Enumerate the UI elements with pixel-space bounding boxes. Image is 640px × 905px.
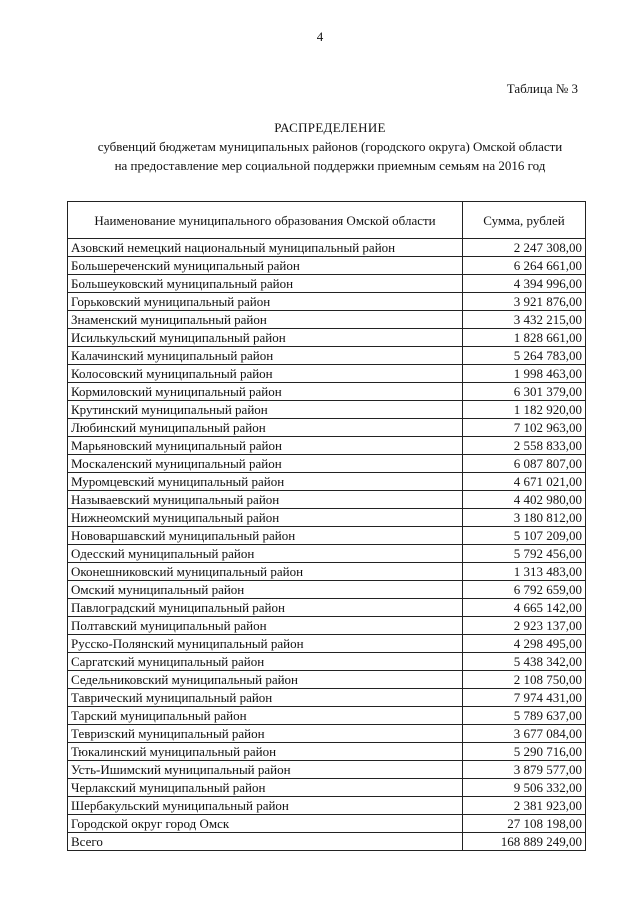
municipality-name-cell: Саргатский муниципальный район <box>68 653 463 671</box>
amount-cell: 4 671 021,00 <box>463 473 586 491</box>
table-row <box>68 293 586 311</box>
amount-cell: 1 998 463,00 <box>463 365 586 383</box>
municipality-name-cell: Омский муниципальный район <box>68 581 463 599</box>
amount-cell: 6 087 807,00 <box>463 455 586 473</box>
amount-cell: 6 792 659,00 <box>463 581 586 599</box>
table-row <box>68 401 586 419</box>
municipality-name-cell: Большереченский муниципальный район <box>68 257 463 275</box>
municipality-name-cell: Тюкалинский муниципальный район <box>68 743 463 761</box>
municipality-name-cell: Марьяновский муниципальный район <box>68 437 463 455</box>
amount-cell: 1 828 661,00 <box>463 329 586 347</box>
municipality-name-cell: Любинский муниципальный район <box>68 419 463 437</box>
municipality-name-cell: Кормиловский муниципальный район <box>68 383 463 401</box>
table-row <box>68 419 586 437</box>
municipality-name-cell: Тарский муниципальный район <box>68 707 463 725</box>
amount-cell: 4 665 142,00 <box>463 599 586 617</box>
amount-cell: 3 879 577,00 <box>463 761 586 779</box>
table-row <box>68 779 586 797</box>
page-number: 4 <box>316 29 324 44</box>
distribution-table <box>67 201 586 851</box>
amount-cell: 3 432 215,00 <box>463 311 586 329</box>
column-header-amount: Сумма, рублей <box>463 202 586 239</box>
municipality-name-cell: Всего <box>68 833 463 851</box>
amount-cell: 9 506 332,00 <box>463 779 586 797</box>
table-row <box>68 581 586 599</box>
table-row <box>68 707 586 725</box>
municipality-name-cell: Городской округ город Омск <box>68 815 463 833</box>
amount-cell: 7 102 963,00 <box>463 419 586 437</box>
document-title-block <box>60 118 600 175</box>
table-row <box>68 347 586 365</box>
table-row <box>68 563 586 581</box>
municipality-name-cell: Исилькульский муниципальный район <box>68 329 463 347</box>
table-row <box>68 383 586 401</box>
table-row <box>68 527 586 545</box>
amount-cell: 5 792 456,00 <box>463 545 586 563</box>
municipality-name-cell: Оконешниковский муниципальный район <box>68 563 463 581</box>
table-row <box>68 797 586 815</box>
table-row <box>68 509 586 527</box>
table-row <box>68 653 586 671</box>
table-row <box>68 599 586 617</box>
municipality-name-cell: Крутинский муниципальный район <box>68 401 463 419</box>
municipality-name-cell: Колосовский муниципальный район <box>68 365 463 383</box>
municipality-name-cell: Нижнеомский муниципальный район <box>68 509 463 527</box>
table-total-row <box>68 833 586 851</box>
table-row <box>68 239 586 257</box>
table-row <box>68 671 586 689</box>
amount-cell: 6 264 661,00 <box>463 257 586 275</box>
column-header-municipality: Наименование муниципального образования Омской области <box>68 202 463 239</box>
municipality-name-cell: Нововаршавский муниципальный район <box>68 527 463 545</box>
amount-cell: 2 558 833,00 <box>463 437 586 455</box>
municipality-name-cell: Муромцевский муниципальный район <box>68 473 463 491</box>
municipality-name-cell: Азовский немецкий национальный муниципальный район <box>68 239 463 257</box>
table-row <box>68 689 586 707</box>
amount-cell: 1 313 483,00 <box>463 563 586 581</box>
document-title: РАСПРЕДЕЛЕНИЕ <box>274 120 386 135</box>
amount-cell: 3 180 812,00 <box>463 509 586 527</box>
document-subtitle-line-2: на предоставление мер социальной поддержки приемным семьям на 2016 год <box>114 158 546 173</box>
table-header-row <box>68 202 586 239</box>
municipality-name-cell: Горьковский муниципальный район <box>68 293 463 311</box>
amount-cell: 2 381 923,00 <box>463 797 586 815</box>
municipality-name-cell: Большеуковский муниципальный район <box>68 275 463 293</box>
amount-cell: 5 107 209,00 <box>463 527 586 545</box>
amount-cell: 4 394 996,00 <box>463 275 586 293</box>
table-row <box>68 635 586 653</box>
amount-cell: 168 889 249,00 <box>463 833 586 851</box>
amount-cell: 7 974 431,00 <box>463 689 586 707</box>
amount-cell: 4 298 495,00 <box>463 635 586 653</box>
amount-cell: 3 921 876,00 <box>463 293 586 311</box>
municipality-name-cell: Полтавский муниципальный район <box>68 617 463 635</box>
amount-cell: 1 182 920,00 <box>463 401 586 419</box>
amount-cell: 5 438 342,00 <box>463 653 586 671</box>
municipality-name-cell: Знаменский муниципальный район <box>68 311 463 329</box>
amount-cell: 27 108 198,00 <box>463 815 586 833</box>
table-row <box>68 311 586 329</box>
document-subtitle-line-1: субвенций бюджетам муниципальных районов (городского округа) Омской области <box>97 139 563 154</box>
municipality-name-cell: Тевризский муниципальный район <box>68 725 463 743</box>
municipality-name-cell: Москаленский муниципальный район <box>68 455 463 473</box>
municipality-name-cell: Усть-Ишимский муниципальный район <box>68 761 463 779</box>
municipality-name-cell: Седельниковский муниципальный район <box>68 671 463 689</box>
amount-cell: 2 923 137,00 <box>463 617 586 635</box>
table-row <box>68 743 586 761</box>
municipality-name-cell: Называевский муниципальный район <box>68 491 463 509</box>
table-body <box>68 239 586 851</box>
table-row <box>68 437 586 455</box>
table-row <box>68 257 586 275</box>
municipality-name-cell: Таврический муниципальный район <box>68 689 463 707</box>
table-row <box>68 329 586 347</box>
table-row <box>68 545 586 563</box>
table-row <box>68 761 586 779</box>
table-row <box>68 617 586 635</box>
table-row <box>68 491 586 509</box>
table-label: Таблица № 3 <box>506 81 578 96</box>
table-row <box>68 473 586 491</box>
table-row <box>68 455 586 473</box>
amount-cell: 5 290 716,00 <box>463 743 586 761</box>
table-row <box>68 275 586 293</box>
amount-cell: 6 301 379,00 <box>463 383 586 401</box>
municipality-name-cell: Черлакский муниципальный район <box>68 779 463 797</box>
amount-cell: 4 402 980,00 <box>463 491 586 509</box>
municipality-name-cell: Шербакульский муниципальный район <box>68 797 463 815</box>
municipality-name-cell: Одесский муниципальный район <box>68 545 463 563</box>
table-row <box>68 365 586 383</box>
municipality-name-cell: Русско-Полянский муниципальный район <box>68 635 463 653</box>
table-row <box>68 815 586 833</box>
municipality-name-cell: Павлоградский муниципальный район <box>68 599 463 617</box>
table-row <box>68 725 586 743</box>
amount-cell: 5 789 637,00 <box>463 707 586 725</box>
amount-cell: 2 108 750,00 <box>463 671 586 689</box>
amount-cell: 5 264 783,00 <box>463 347 586 365</box>
amount-cell: 2 247 308,00 <box>463 239 586 257</box>
amount-cell: 3 677 084,00 <box>463 725 586 743</box>
municipality-name-cell: Калачинский муниципальный район <box>68 347 463 365</box>
